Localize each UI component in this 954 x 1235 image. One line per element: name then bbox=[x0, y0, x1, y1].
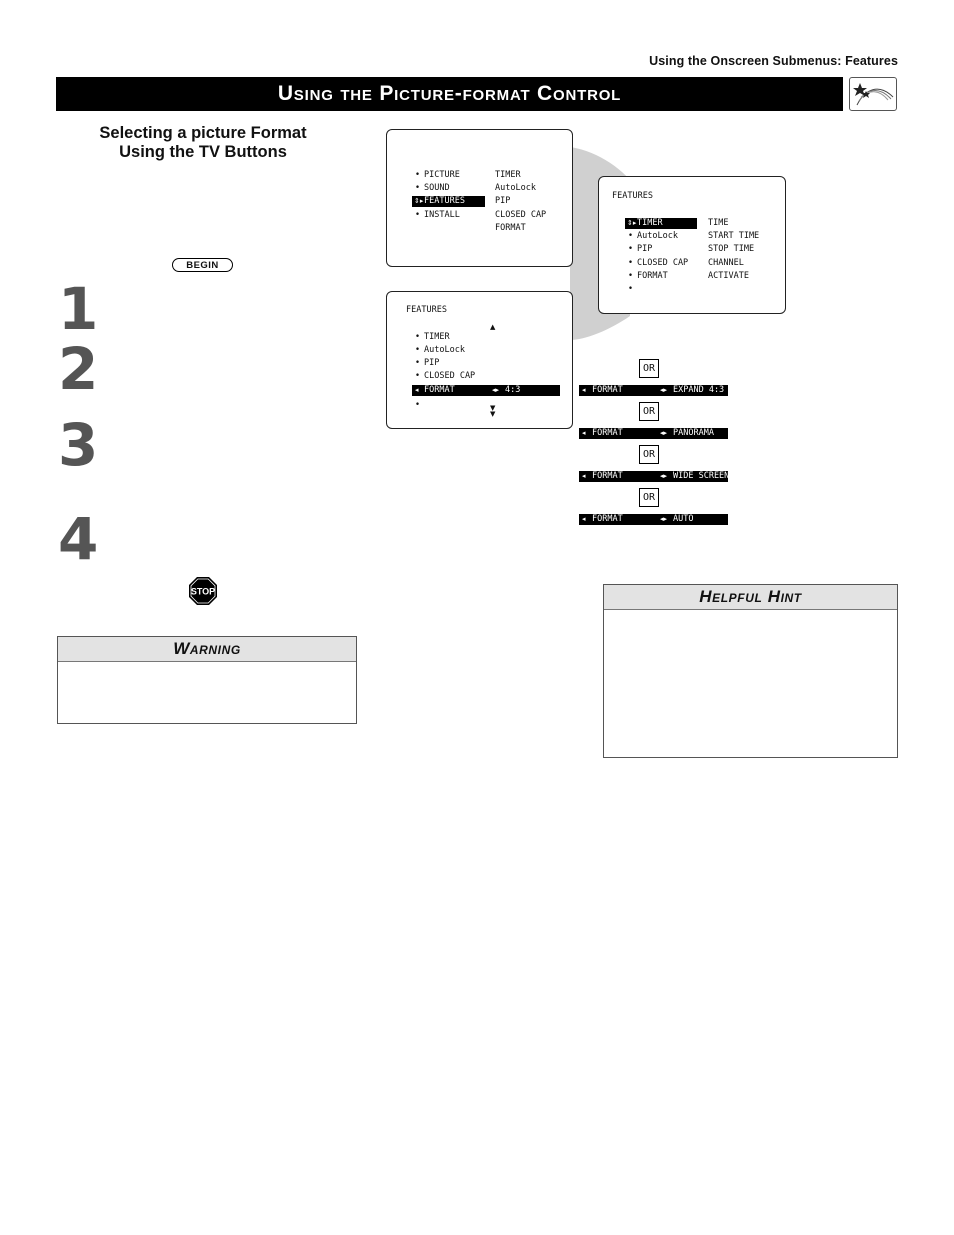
or-label-1: OR bbox=[639, 359, 659, 378]
leftright-arrow-icon: ◂▸ bbox=[660, 515, 668, 523]
features-menu-title: FEATURES bbox=[612, 191, 653, 201]
timer-sub-activate: ACTIVATE bbox=[708, 271, 749, 281]
section-heading bbox=[56, 124, 350, 162]
stop-sign-icon bbox=[188, 576, 218, 606]
format-option-auto: ◂ FORMAT ◂▸ AUTO bbox=[579, 514, 728, 525]
features-item-autolock: • AutoLock bbox=[637, 231, 678, 242]
left-arrow-icon: ◂ bbox=[582, 515, 586, 523]
stop-label: STOP bbox=[190, 586, 216, 597]
format-current-value: 4:3 bbox=[505, 385, 521, 395]
features-item-pip: • PIP bbox=[637, 244, 652, 255]
format-option-panorama: ◂ FORMAT ◂▸ PANORAMA bbox=[579, 428, 728, 439]
section-heading-line1: Selecting a picture Format bbox=[99, 124, 307, 142]
hint-title: Helpful Hint bbox=[604, 585, 897, 610]
format-option-wide-screen: ◂ FORMAT ◂▸ WIDE SCREEN bbox=[579, 471, 728, 482]
format-option-expand: ◂ FORMAT ◂▸ EXPAND 4:3 bbox=[579, 385, 728, 396]
helpful-hint-box bbox=[603, 584, 898, 758]
main-menu-sub-timer: TIMER bbox=[495, 170, 521, 180]
main-menu-sub-format: FORMAT bbox=[495, 223, 526, 233]
features-item-format: • FORMAT bbox=[637, 271, 668, 282]
main-menu-sub-pip: PIP bbox=[495, 196, 511, 206]
timer-sub-channel: CHANNEL bbox=[708, 258, 744, 268]
main-menu-item-features-selected: ⇕▸ FEATURES bbox=[412, 196, 485, 207]
up-arrow-icon: ▲ bbox=[490, 323, 496, 331]
format-menu-item-closed-cap: • CLOSED CAP bbox=[424, 371, 475, 382]
format-menu-item-timer: • TIMER bbox=[424, 332, 450, 343]
main-menu-sub-closed-cap: CLOSED CAP bbox=[495, 210, 547, 220]
timer-sub-start-time: START TIME bbox=[708, 231, 760, 241]
warning-box bbox=[57, 636, 357, 724]
warning-title: Warning bbox=[58, 637, 356, 662]
features-item-timer-selected: ⇕▸ TIMER bbox=[625, 218, 697, 229]
leftright-arrow-icon: ◂▸ bbox=[660, 472, 668, 480]
updown-arrow-icon: ⇕▸ bbox=[414, 197, 424, 205]
page-title: Using the Picture-format Control bbox=[56, 77, 843, 111]
step-number-4: 4 bbox=[58, 505, 99, 573]
down-arrow-icon: ▼ ▼ bbox=[490, 404, 496, 418]
features-menu-screen bbox=[598, 176, 786, 314]
features-item-closed-cap: • CLOSED CAP bbox=[637, 258, 688, 269]
section-heading-line2: Using the TV Buttons bbox=[119, 143, 287, 161]
left-arrow-icon: ◂ bbox=[582, 472, 586, 480]
left-arrow-icon: ◂ bbox=[415, 386, 419, 394]
or-label-2: OR bbox=[639, 402, 659, 421]
or-label-3: OR bbox=[639, 445, 659, 464]
left-arrow-icon: ◂ bbox=[582, 429, 586, 437]
timer-sub-time: TIME bbox=[708, 218, 729, 228]
updown-arrow-icon: ⇕▸ bbox=[627, 219, 637, 227]
features-format-title: FEATURES bbox=[406, 305, 447, 315]
main-menu-screen bbox=[386, 129, 573, 267]
timer-sub-stop-time: STOP TIME bbox=[708, 244, 755, 254]
leftright-arrow-icon: ◂▸ bbox=[492, 386, 500, 394]
main-menu-sub-autolock: AutoLock bbox=[495, 183, 536, 193]
step-number-1: 1 bbox=[58, 275, 99, 343]
features-format-screen bbox=[386, 291, 573, 429]
format-menu-item-autolock: • AutoLock bbox=[424, 345, 465, 356]
leftright-arrow-icon: ◂▸ bbox=[660, 386, 668, 394]
step-number-2: 2 bbox=[58, 335, 99, 403]
main-menu-item-sound: • SOUND bbox=[424, 183, 450, 194]
format-menu-item-format-selected: ◂ FORMAT ◂▸ 4:3 bbox=[412, 385, 560, 396]
or-label-4: OR bbox=[639, 488, 659, 507]
step-number-3: 3 bbox=[58, 411, 99, 479]
shooting-star-icon bbox=[851, 79, 895, 109]
main-menu-item-picture: • PICTURE bbox=[424, 170, 460, 181]
shooting-star-logo bbox=[849, 77, 897, 111]
begin-badge: BEGIN bbox=[172, 258, 233, 272]
main-menu-item-install: • INSTALL bbox=[424, 210, 460, 221]
leftright-arrow-icon: ◂▸ bbox=[660, 429, 668, 437]
left-arrow-icon: ◂ bbox=[582, 386, 586, 394]
running-head: Using the Onscreen Submenus: Features bbox=[649, 54, 898, 68]
format-menu-item-pip: • PIP bbox=[424, 358, 439, 369]
